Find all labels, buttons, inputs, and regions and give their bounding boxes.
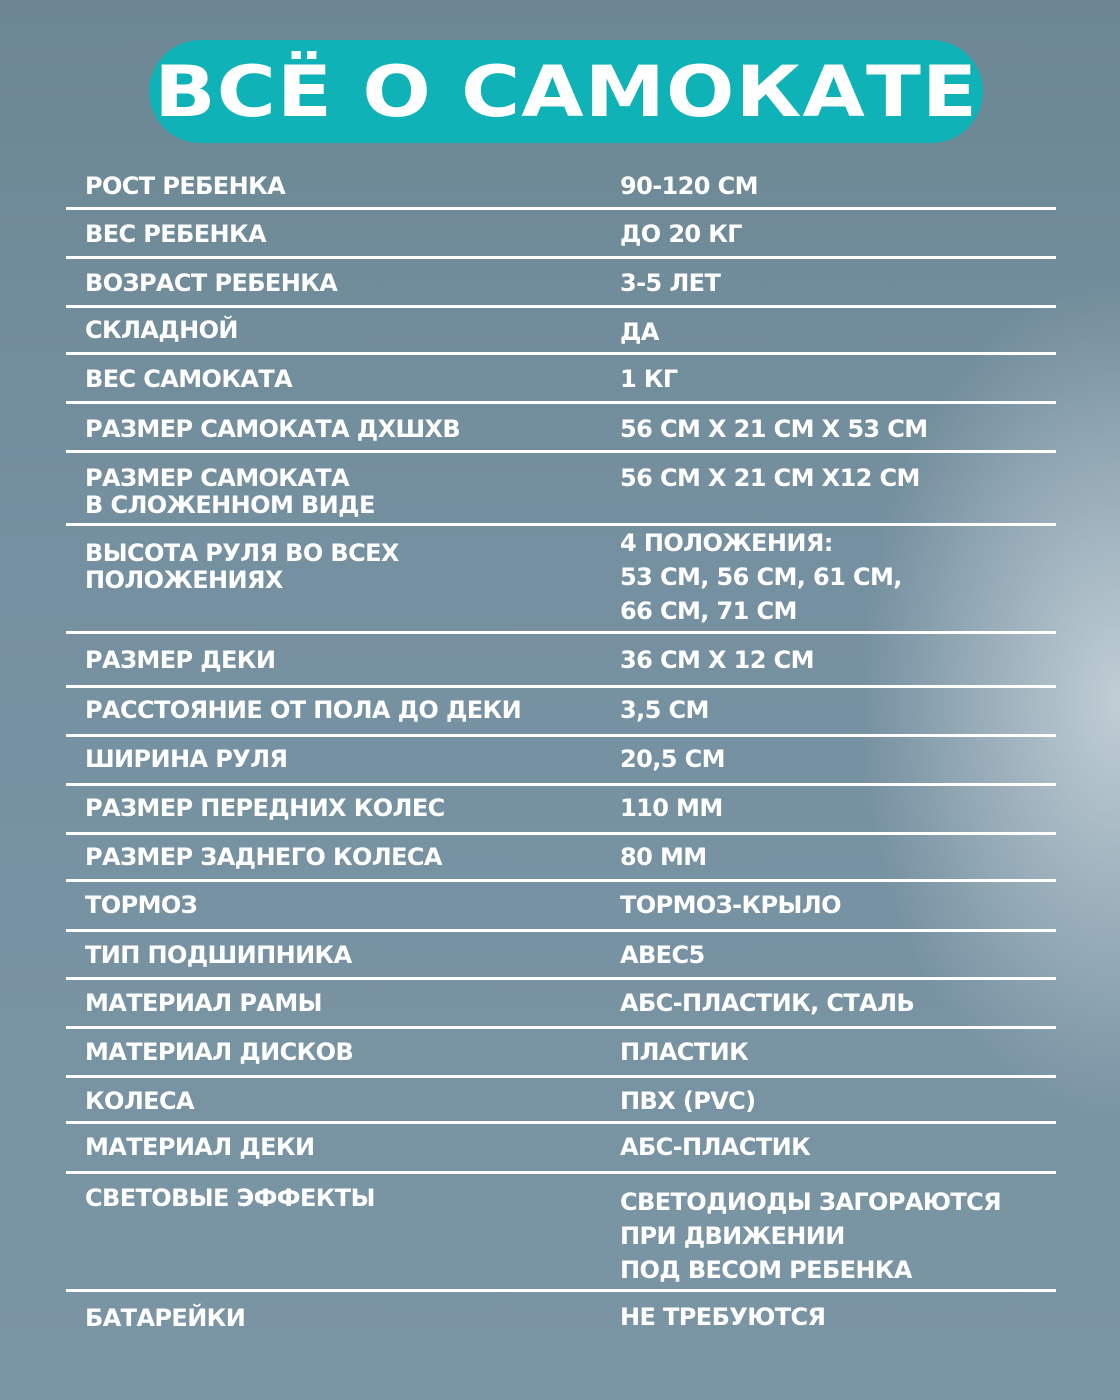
- spec-value: 20,5 СМ: [620, 745, 725, 773]
- spec-row: [66, 980, 1056, 1029]
- spec-row: [66, 308, 1056, 355]
- spec-row: [66, 355, 1056, 404]
- spec-row: [66, 259, 1056, 308]
- spec-value: АБС-ПЛАСТИК, СТАЛЬ: [620, 989, 915, 1017]
- spec-label: МАТЕРИАЛ ДИСКОВ: [85, 1038, 354, 1066]
- spec-label: ТИП ПОДШИПНИКА: [85, 941, 352, 969]
- spec-row: [66, 210, 1056, 259]
- spec-value: НЕ ТРЕБУЮТСЯ: [620, 1303, 826, 1331]
- spec-value: 4 ПОЛОЖЕНИЯ: 53 СМ, 56 СМ, 61 СМ, 66 СМ, 71 СМ: [620, 529, 902, 625]
- spec-row: [66, 882, 1056, 932]
- spec-label: РАЗМЕР САМОКАТА В СЛОЖЕННОМ ВИДЕ: [85, 464, 375, 519]
- spec-value: ДА: [620, 318, 659, 346]
- spec-value: 56 СМ Х 21 СМ Х12 СМ: [620, 464, 920, 492]
- spec-label: СВЕТОВЫЕ ЭФФЕКТЫ: [85, 1184, 375, 1212]
- spec-label: РАССТОЯНИЕ ОТ ПОЛА ДО ДЕКИ: [85, 696, 522, 724]
- spec-row: [66, 932, 1056, 980]
- spec-row: [66, 1292, 1056, 1352]
- spec-label: РОСТ РЕБЕНКА: [85, 172, 286, 200]
- spec-label: РАЗМЕР ДЕКИ: [85, 646, 276, 674]
- spec-label: РАЗМЕР САМОКАТА ДХШХВ: [85, 415, 461, 443]
- spec-row: [66, 453, 1056, 526]
- spec-label: МАТЕРИАЛ ДЕКИ: [85, 1133, 315, 1161]
- spec-row: [66, 160, 1056, 210]
- spec-row: [66, 1078, 1056, 1124]
- spec-value: 80 ММ: [620, 843, 707, 871]
- spec-row: [66, 835, 1056, 882]
- spec-value: ДО 20 КГ: [620, 220, 742, 248]
- spec-value: АБС-ПЛАСТИК: [620, 1133, 811, 1161]
- spec-value: 3-5 ЛЕТ: [620, 269, 721, 297]
- spec-value: 36 СМ Х 12 СМ: [620, 646, 814, 674]
- spec-value: 1 КГ: [620, 365, 678, 393]
- spec-value: 110 ММ: [620, 794, 723, 822]
- page-title: ВСЁ О САМОКАТЕ: [154, 50, 978, 133]
- spec-row: [66, 737, 1056, 786]
- spec-label: МАТЕРИАЛ РАМЫ: [85, 989, 322, 1017]
- spec-value: ПЛАСТИК: [620, 1038, 749, 1066]
- spec-label: СКЛАДНОЙ: [85, 316, 238, 344]
- spec-row: [66, 688, 1056, 737]
- spec-value: ABEC5: [620, 941, 705, 969]
- spec-value: 90-120 СМ: [620, 172, 758, 200]
- spec-label: РАЗМЕР ПЕРЕДНИХ КОЛЕС: [85, 794, 445, 822]
- spec-row: [66, 1029, 1056, 1078]
- spec-label: КОЛЕСА: [85, 1087, 194, 1115]
- title-banner: [149, 40, 983, 143]
- spec-row: [66, 634, 1056, 688]
- spec-value: ТОРМОЗ-КРЫЛО: [620, 891, 841, 919]
- spec-label: ТОРМОЗ: [85, 891, 198, 919]
- spec-label: БАТАРЕЙКИ: [85, 1304, 246, 1332]
- spec-row: [66, 1174, 1056, 1292]
- spec-label: ШИРИНА РУЛЯ: [85, 745, 288, 773]
- spec-label: ВЕС РЕБЕНКА: [85, 220, 267, 248]
- spec-row: [66, 786, 1056, 835]
- spec-value: 3,5 СМ: [620, 696, 709, 724]
- spec-row: [66, 526, 1056, 634]
- spec-label: ВОЗРАСТ РЕБЕНКА: [85, 269, 338, 297]
- spec-value: 56 СМ Х 21 СМ Х 53 СМ: [620, 415, 928, 443]
- spec-row: [66, 404, 1056, 453]
- spec-label: РАЗМЕР ЗАДНЕГО КОЛЕСА: [85, 843, 442, 871]
- spec-row: [66, 1124, 1056, 1174]
- spec-value: ПВХ (PVC): [620, 1087, 756, 1115]
- spec-value: СВЕТОДИОДЫ ЗАГОРАЮТСЯ ПРИ ДВИЖЕНИИ ПОД ВЕСОМ РЕБЕНКА: [620, 1188, 1002, 1284]
- spec-label: ВЕС САМОКАТА: [85, 365, 293, 393]
- spec-label: ВЫСОТА РУЛЯ ВО ВСЕХ ПОЛОЖЕНИЯХ: [85, 539, 399, 594]
